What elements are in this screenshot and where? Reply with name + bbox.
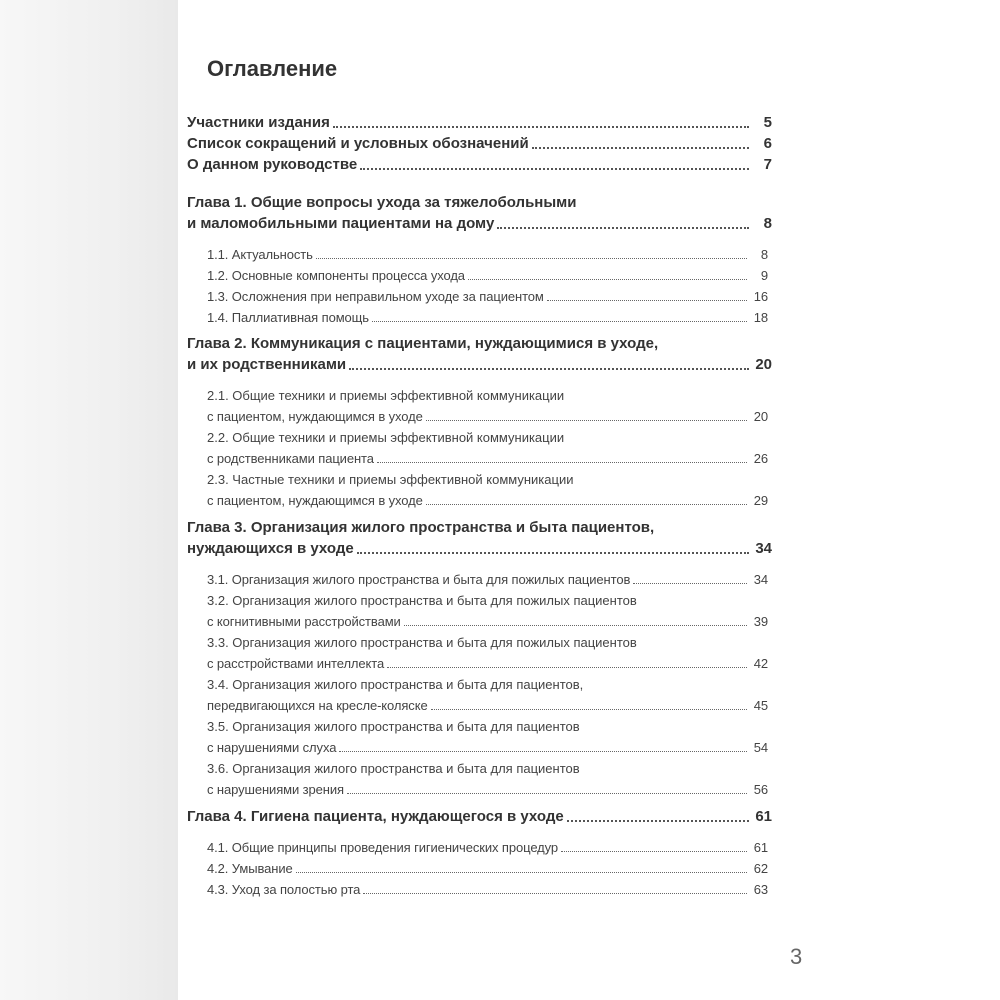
toc-entry-abbreviations[interactable]	[187, 133, 772, 154]
toc-entry-title: 3.1. Организация жилого пространства и быта для пожилых пациентов	[207, 572, 631, 587]
toc-entry-title: 1.4. Паллиативная помощь	[207, 310, 369, 325]
section-3-5[interactable]	[187, 737, 772, 758]
dot-leader	[387, 663, 747, 668]
toc-entry-page: 61	[753, 840, 768, 855]
toc-entry-page: 8	[760, 247, 768, 262]
toc-entry-title: 4.3. Уход за полостью рта	[207, 882, 361, 897]
dot-leader	[561, 847, 747, 852]
section-3-6-title-line: 3.6. Организация жилого пространства и быта для пациентов	[207, 761, 580, 776]
page-number: 3	[790, 944, 803, 969]
dot-leader	[316, 254, 747, 259]
toc-entry-page: 7	[763, 156, 772, 173]
toc-entry-page: 39	[753, 614, 768, 629]
toc-entry-page: 29	[753, 493, 768, 508]
toc-entry-page: 6	[763, 135, 772, 152]
dot-leader	[333, 122, 749, 128]
toc-entry-page: 20	[755, 356, 772, 373]
toc-entry-title: с когнитивными расстройствами	[207, 614, 401, 629]
section-1-4[interactable]	[187, 307, 772, 328]
dot-leader	[349, 364, 749, 370]
dot-leader	[426, 416, 747, 421]
toc-entry-title: нуждающихся в уходе	[187, 540, 354, 557]
section-3-2[interactable]	[187, 611, 772, 632]
section-3-5-title-line: 3.5. Организация жилого пространства и быта для пациентов	[207, 719, 580, 734]
toc-entry-title: и маломобильными пациентами на дому	[187, 215, 495, 232]
dot-leader	[468, 275, 747, 280]
chapter-3-title-line: Глава 3. Организация жилого пространства и быта пациентов,	[187, 519, 655, 536]
toc-entry-page: 54	[753, 740, 768, 755]
toc-entry-about[interactable]	[187, 154, 772, 175]
page-gutter-shadow	[0, 0, 178, 1000]
toc-entry-page: 18	[753, 310, 768, 325]
toc-entry-page: 56	[753, 782, 768, 797]
section-3-3-title-line: 3.3. Организация жилого пространства и быта для пожилых пациентов	[207, 635, 637, 650]
section-4-2[interactable]	[187, 858, 772, 879]
toc-entry-title: с родственниками пациента	[207, 451, 374, 466]
dot-leader	[372, 317, 747, 322]
toc-title: Оглавление	[207, 56, 338, 81]
toc-entry-participants[interactable]	[187, 112, 772, 133]
table-of-contents	[187, 112, 772, 900]
toc-entry-page: 45	[753, 698, 768, 713]
toc-entry-page: 62	[753, 861, 768, 876]
section-2-3[interactable]	[187, 490, 772, 511]
dot-leader	[360, 164, 749, 170]
chapter-2-title-line: Глава 2. Коммуникация с пациентами, нуждающимися в уходе,	[187, 335, 659, 352]
toc-entry-page: 26	[753, 451, 768, 466]
toc-entry-page: 34	[753, 572, 768, 587]
dot-leader	[547, 296, 747, 301]
chapter-4-entry[interactable]	[187, 806, 772, 827]
toc-entry-page: 34	[755, 540, 772, 557]
toc-entry-title: Участники издания	[187, 114, 330, 131]
toc-entry-title: передвигающихся на кресле-коляске	[207, 698, 428, 713]
dot-leader	[357, 548, 749, 554]
section-4-3[interactable]	[187, 879, 772, 900]
toc-entry-title: 4.1. Общие принципы проведения гигиенических процедур	[207, 840, 559, 855]
toc-entry-title: 1.2. Основные компоненты процесса ухода	[207, 268, 465, 283]
toc-entry-page: 5	[763, 114, 772, 131]
dot-leader	[532, 143, 749, 149]
section-1-1[interactable]	[187, 244, 772, 265]
toc-entry-title: О данном руководстве	[187, 156, 358, 173]
chapter-1-title-line: Глава 1. Общие вопросы ухода за тяжелобольными	[187, 194, 577, 211]
toc-entry-title: Список сокращений и условных обозначений	[187, 135, 529, 152]
toc-entry-page: 20	[753, 409, 768, 424]
toc-entry-page: 9	[760, 268, 768, 283]
section-2-1[interactable]	[187, 406, 772, 427]
chapter-3-entry[interactable]	[187, 538, 772, 559]
toc-entry-title: с пациентом, нуждающимся в уходе	[207, 493, 423, 508]
section-2-2[interactable]	[187, 448, 772, 469]
toc-entry-title: с пациентом, нуждающимся в уходе	[207, 409, 423, 424]
toc-entry-page: 42	[753, 656, 768, 671]
toc-entry-title: с нарушениями зрения	[207, 782, 344, 797]
section-2-2-title-line: 2.2. Общие техники и приемы эффективной коммуникации	[207, 430, 565, 445]
dot-leader	[377, 458, 747, 463]
section-3-1[interactable]	[187, 569, 772, 590]
toc-entry-title: с нарушениями слуха	[207, 740, 337, 755]
toc-entry-title: 1.1. Актуальность	[207, 247, 313, 262]
section-1-3[interactable]	[187, 286, 772, 307]
dot-leader	[296, 868, 747, 873]
chapter-1-entry[interactable]	[187, 213, 772, 234]
section-1-2[interactable]	[187, 265, 772, 286]
toc-entry-title: 4.2. Умывание	[207, 861, 293, 876]
section-3-4[interactable]	[187, 695, 772, 716]
section-4-1[interactable]	[187, 837, 772, 858]
toc-entry-page: 61	[755, 808, 772, 825]
toc-entry-page: 63	[753, 882, 768, 897]
toc-entry-title: и их родственниками	[187, 356, 347, 373]
dot-leader	[431, 705, 747, 710]
dot-leader	[404, 621, 747, 626]
dot-leader	[567, 816, 749, 822]
section-2-1-title-line: 2.1. Общие техники и приемы эффективной коммуникации	[207, 388, 565, 403]
dot-leader	[363, 889, 747, 894]
dot-leader	[339, 747, 747, 752]
section-2-3-title-line: 2.3. Частные техники и приемы эффективной коммуникации	[207, 472, 574, 487]
toc-entry-title: с расстройствами интеллекта	[207, 656, 385, 671]
toc-entry-title: Глава 4. Гигиена пациента, нуждающегося в уходе	[187, 808, 564, 825]
toc-entry-title: 1.3. Осложнения при неправильном уходе за пациентом	[207, 289, 544, 304]
toc-entry-page: 8	[763, 215, 772, 232]
section-3-3[interactable]	[187, 653, 772, 674]
dot-leader	[347, 789, 747, 794]
dot-leader	[633, 579, 747, 584]
section-3-6[interactable]	[187, 779, 772, 800]
toc-entry-page: 16	[753, 289, 768, 304]
section-3-2-title-line: 3.2. Организация жилого пространства и быта для пожилых пациентов	[207, 593, 637, 608]
dot-leader	[426, 500, 747, 505]
section-3-4-title-line: 3.4. Организация жилого пространства и быта для пациентов,	[207, 677, 584, 692]
dot-leader	[497, 223, 749, 229]
chapter-2-entry[interactable]	[187, 354, 772, 375]
